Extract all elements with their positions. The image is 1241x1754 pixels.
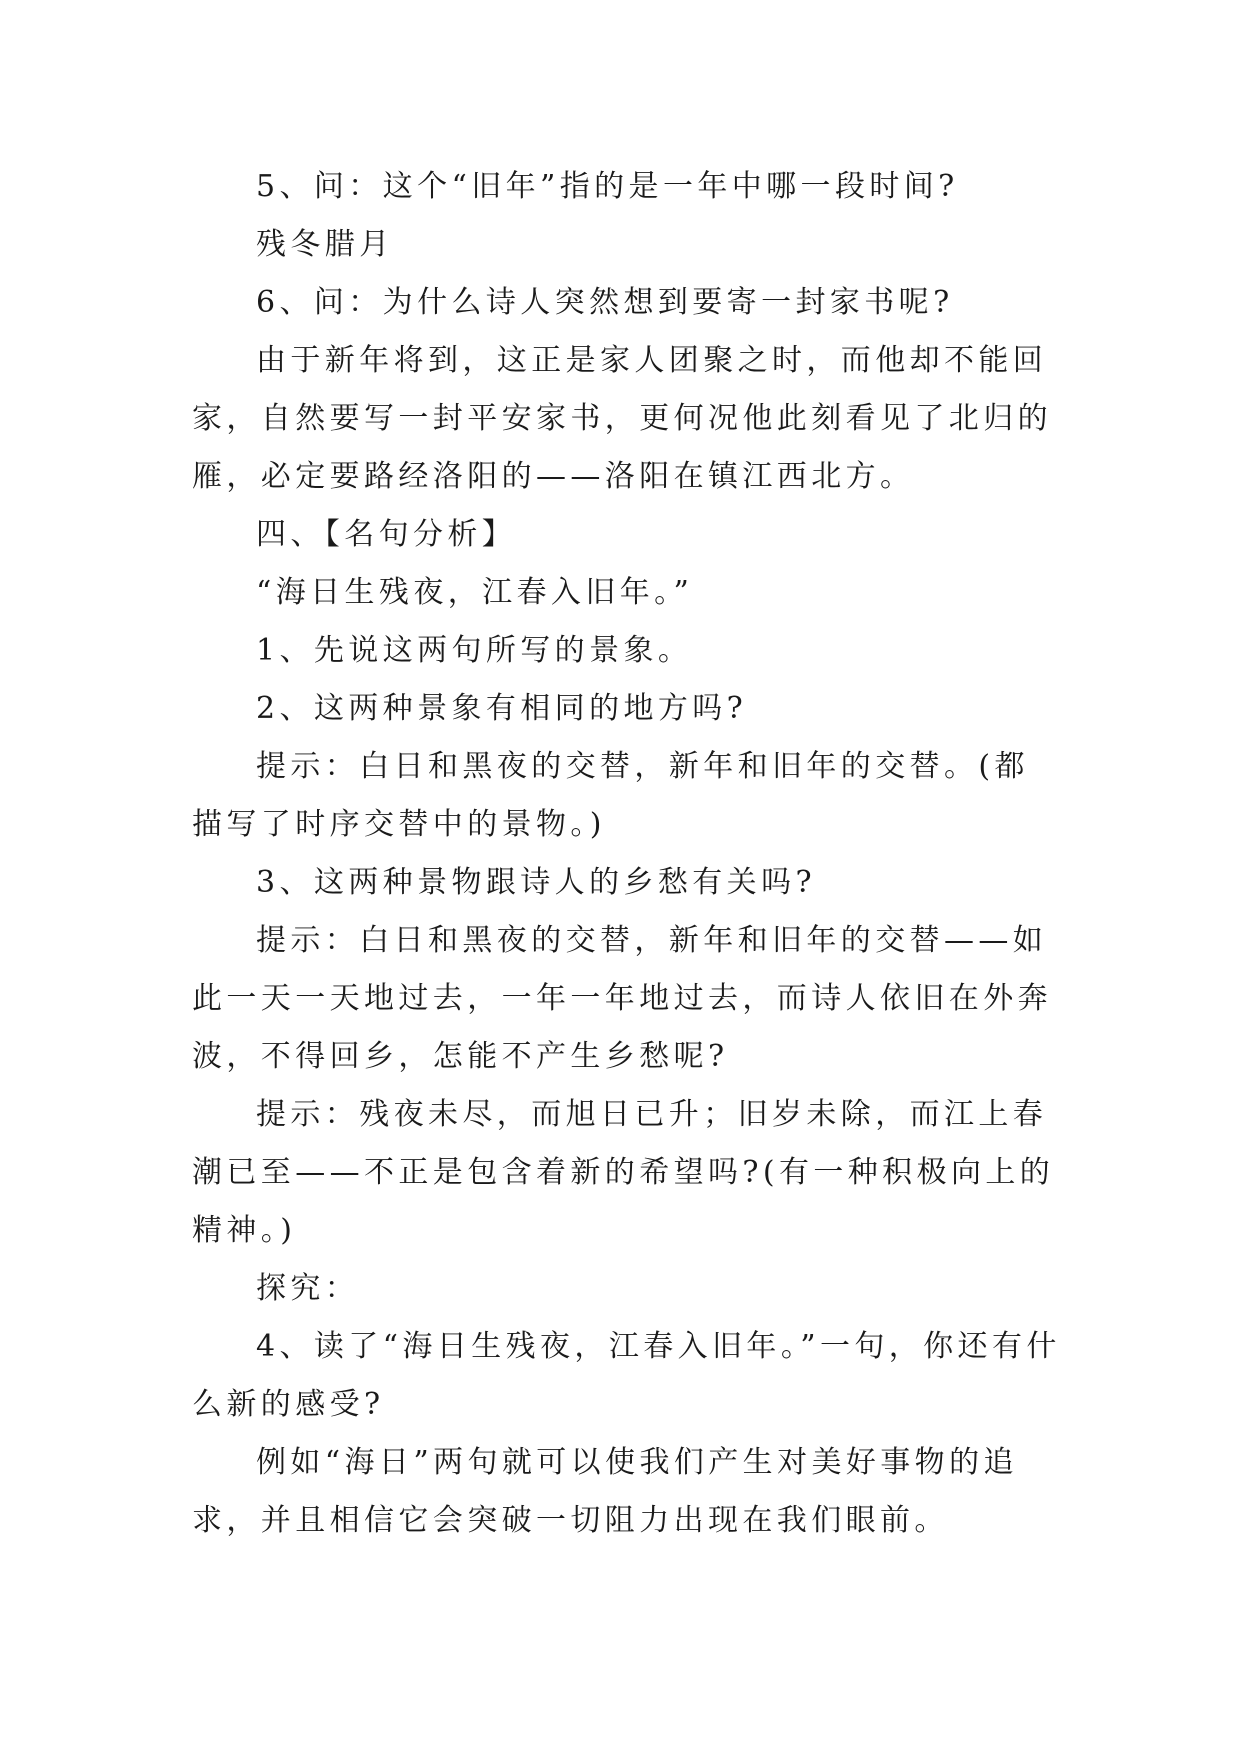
paragraph-a5: 残冬腊月 — [256, 227, 394, 262]
section-heading-famous-lines: 四、【名句分析】 — [256, 517, 517, 552]
paragraph-q5: 5、问：这个“旧年”指的是一年中哪一段时间? — [256, 169, 959, 204]
paragraph-a6: 由于新年将到，这正是家人团聚之时，而他却不能回家，自然要写一封平安家书，更何况他此刻看见了北归的雁，必定要路经洛阳的——洛阳在镇江西北方。 — [192, 343, 1052, 494]
paragraph-explore-label: 探究： — [256, 1271, 360, 1306]
paragraph-q3: 3、这两种景物跟诗人的乡愁有关吗? — [256, 865, 816, 900]
paragraph-hint-2: 提示：白日和黑夜的交替，新年和旧年的交替——如此一天一天地过去，一年一年地过去，而诗人依旧在外奔波，不得回乡，怎能不产生乡愁呢? — [192, 923, 1052, 1074]
paragraph-q2: 2、这两种景象有相同的地方吗? — [256, 691, 748, 726]
paragraph-example: 例如“海日”两句就可以使我们产生对美好事物的追求，并且相信它会突破一切阻力出现在我们眼前。 — [192, 1445, 1018, 1538]
quoted-poem-line: “海日生残夜，江春入旧年。” — [256, 575, 694, 610]
paragraph-q6: 6、问：为什么诗人突然想到要寄一封家书呢? — [256, 285, 954, 320]
paragraph-q4: 4、读了“海日生残夜，江春入旧年。”一句，你还有什么新的感受? — [192, 1329, 1061, 1422]
paragraph-q1: 1、先说这两句所写的景象。 — [256, 633, 693, 668]
paragraph-hint-1: 提示：白日和黑夜的交替，新年和旧年的交替。(都描写了时序交替中的景物。) — [192, 749, 1029, 842]
document-body — [192, 158, 1062, 1550]
paragraph-hint-3: 提示：残夜未尽，而旭日已升；旧岁未除，而江上春潮已至——不正是包含着新的希望吗?(有一种积极向上的精神。) — [192, 1097, 1055, 1248]
